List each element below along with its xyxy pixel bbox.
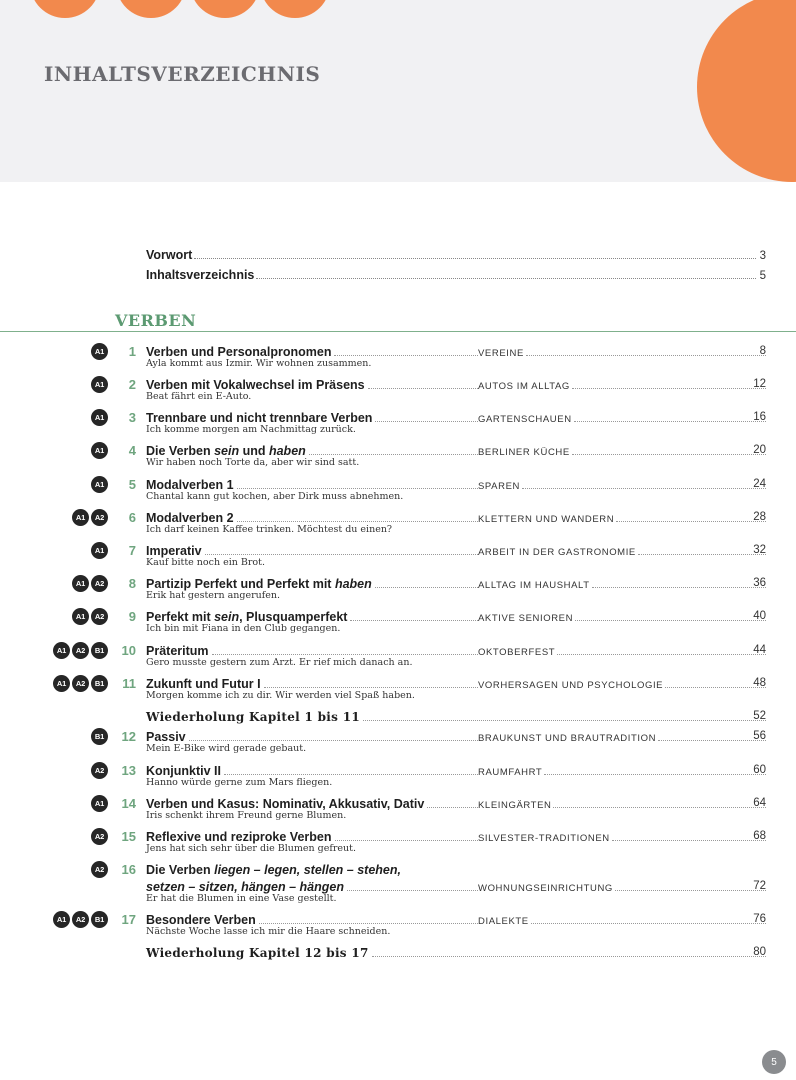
entry-topic-row (478, 575, 748, 591)
title-part: Die Verben (146, 863, 215, 877)
entry-title: Passiv (146, 730, 186, 744)
entry-topic-row (478, 762, 748, 778)
decorative-circle (697, 0, 796, 182)
level-badges (53, 675, 108, 692)
entry-page: 40 (753, 610, 766, 622)
decorative-dot (260, 0, 330, 18)
level-badge-a2: A2 (72, 675, 89, 692)
entry-title: Präteritum (146, 644, 209, 658)
entry-subtitle: Wir haben noch Torte da, aber wir sind satt. (146, 457, 360, 468)
level-badges (53, 911, 108, 928)
chapter-number: 13 (121, 763, 136, 778)
level-badges (91, 376, 108, 393)
entry-topic: OKTOBERFEST (478, 647, 556, 658)
level-badges (72, 575, 108, 592)
entry-subtitle: Erik hat gestern angerufen. (146, 590, 281, 601)
entry-subtitle: Ich bin mit Fiana in den Club gegangen. (146, 623, 341, 634)
chapter-number: 5 (128, 477, 136, 492)
entry-topic: VORHERSAGEN UND PSYCHOLOGIE (478, 680, 664, 691)
chapter-number: 7 (128, 543, 136, 558)
entry-page: 60 (753, 764, 766, 776)
entry-title-row (146, 861, 766, 877)
entry-title-row (146, 708, 766, 724)
chapter-number: 3 (128, 410, 136, 425)
section-divider (0, 331, 796, 332)
title-part: haben (334, 577, 372, 591)
entry-topic-row (478, 642, 748, 658)
chapter-number: 10 (121, 643, 136, 658)
entry-subtitle: Chantal kann gut kochen, aber Dirk muss abnehmen. (146, 491, 404, 502)
entry-topic: RAUMFAHRT (478, 767, 543, 778)
leader-dots (658, 740, 748, 741)
toc-front-title: Vorwort (146, 248, 193, 262)
leader-dots (522, 488, 748, 489)
entry-topic-row (478, 476, 748, 492)
entry-title: Imperativ (146, 544, 202, 558)
decorative-dot (116, 0, 186, 18)
entry-subtitle: Hanno würde gerne zum Mars fliegen. (146, 777, 333, 788)
level-badges (91, 476, 108, 493)
section-title: VERBEN (115, 311, 197, 330)
level-badge-a1: A1 (72, 575, 89, 592)
level-badges (91, 828, 108, 845)
entry-topic: ALLTAG IM HAUSHALT (478, 580, 590, 591)
entry-topic: DIALEKTE (478, 916, 529, 927)
title-part: Perfekt mit (146, 610, 215, 624)
entry-title: Modalverben 1 (146, 478, 234, 492)
leader-dots (531, 923, 748, 924)
entry-topic-row (478, 675, 748, 691)
entry-title: Konjunktiv II (146, 764, 221, 778)
level-badge-b1: B1 (91, 728, 108, 745)
toc-front-page: 3 (759, 250, 766, 262)
title-part: sein (214, 444, 240, 458)
entry-subtitle: Morgen komme ich zu dir. Wir werden viel Spaß haben. (146, 690, 415, 701)
decorative-dot (190, 0, 260, 18)
chapter-number: 11 (122, 676, 136, 691)
entry-topic: BRAUKUNST UND BRAUTRADITION (478, 733, 657, 744)
entry-topic: WOHNUNGSEINRICHTUNG (478, 883, 613, 894)
title-part: Partizip Perfekt und Perfekt mit (146, 577, 335, 591)
entry-topic-row (478, 608, 748, 624)
entry-subtitle: Nächste Woche lasse ich mir die Haare schneiden. (146, 926, 391, 937)
entry-title (146, 610, 347, 624)
level-badge-a2: A2 (91, 608, 108, 625)
level-badge-b1: B1 (91, 642, 108, 659)
entry-page: 80 (753, 946, 766, 958)
entry-topic: SILVESTER-TRADITIONEN (478, 833, 610, 844)
entry-page: 64 (753, 797, 766, 809)
entry-title: Zukunft und Futur I (146, 677, 261, 691)
entry-page: 52 (753, 710, 766, 722)
entry-topic: SPAREN (478, 481, 520, 492)
entry-topic-row (478, 878, 748, 894)
toc-front-inhaltsverzeichnis[interactable] (146, 264, 766, 282)
entry-topic: BERLINER KÜCHE (478, 447, 570, 458)
level-badge-a2: A2 (91, 861, 108, 878)
title-part: haben (268, 444, 306, 458)
chapter-number: 15 (121, 829, 136, 844)
entry-title: Trennbare und nicht trennbare Verben (146, 411, 373, 425)
entry-title (146, 863, 401, 877)
entry-page: 8 (759, 345, 766, 357)
level-badge-a2: A2 (91, 828, 108, 845)
entry-subtitle: Beat fährt ein E-Auto. (146, 391, 252, 402)
chapter-number: 14 (121, 796, 136, 811)
entry-title: Wiederholung Kapitel 12 bis 17 (146, 946, 369, 960)
entry-title (146, 577, 372, 591)
title-part: liegen – legen, stellen – stehen, (214, 863, 401, 877)
level-badges (91, 343, 108, 360)
entry-topic-row (478, 911, 748, 927)
toc-front-title: Inhaltsverzeichnis (146, 268, 255, 282)
chapter-number: 12 (121, 729, 136, 744)
title-part: und (239, 444, 269, 458)
level-badges (91, 795, 108, 812)
leader-dots (616, 521, 748, 522)
entry-subtitle: Ich komme morgen am Nachmittag zurück. (146, 424, 356, 435)
level-badge-a2: A2 (91, 762, 108, 779)
entry-title: Besondere Verben (146, 913, 256, 927)
level-badge-a1: A1 (53, 675, 70, 692)
level-badges (72, 608, 108, 625)
leader-dots (363, 720, 766, 721)
entry-subtitle: Ich darf keinen Kaffee trinken. Möchtest du einen? (146, 524, 393, 535)
entry-page: 16 (753, 411, 766, 423)
entry-subtitle: Mein E-Bike wird gerade gebaut. (146, 743, 307, 754)
leader-dots (557, 654, 748, 655)
entry-title-row (146, 944, 766, 960)
entry-topic: AKTIVE SENIOREN (478, 613, 574, 624)
entry-topic: AUTOS IM ALLTAG (478, 381, 570, 392)
chapter-number: 2 (128, 377, 136, 392)
entry-topic-row (478, 828, 748, 844)
page-header (0, 0, 796, 182)
entry-subtitle: Er hat die Blumen in eine Vase gestellt. (146, 893, 337, 904)
level-badge-a1: A1 (91, 409, 108, 426)
decorative-dot (30, 0, 100, 18)
page-number-badge: 5 (762, 1050, 786, 1074)
level-badges (72, 509, 108, 526)
entry-topic-row (478, 409, 748, 425)
title-part: , Plusquamperfekt (239, 610, 348, 624)
leader-dots (526, 355, 748, 356)
level-badges (91, 762, 108, 779)
chapter-number: 4 (128, 443, 136, 458)
entry-subtitle: Iris schenkt ihrem Freund gerne Blumen. (146, 810, 347, 821)
entry-page: 36 (753, 577, 766, 589)
entry-page: 20 (753, 444, 766, 456)
entry-topic-row (478, 442, 748, 458)
entry-page: 12 (753, 378, 766, 390)
level-badge-a1: A1 (91, 476, 108, 493)
entry-topic-row (478, 728, 748, 744)
chapter-number: 8 (128, 576, 136, 591)
leader-dots (194, 258, 755, 259)
leader-dots (544, 774, 748, 775)
entry-page: 24 (753, 478, 766, 490)
level-badge-a1: A1 (53, 642, 70, 659)
level-badges (91, 409, 108, 426)
leader-dots (372, 956, 766, 957)
entry-title-line-2: setzen – sitzen, hängen – hängen (146, 880, 344, 894)
entry-page: 56 (753, 730, 766, 742)
entry-page: 72 (753, 880, 766, 892)
chapter-number: 6 (128, 510, 136, 525)
leader-dots (256, 278, 755, 279)
entry-title: Modalverben 2 (146, 511, 234, 525)
entry-topic-row (478, 376, 748, 392)
leader-dots (615, 890, 748, 891)
leader-dots (575, 620, 748, 621)
level-badge-b1: B1 (91, 911, 108, 928)
entry-subtitle: Gero musste gestern zum Arzt. Er rief mich danach an. (146, 657, 413, 668)
entry-title: Reflexive und reziproke Verben (146, 830, 332, 844)
level-badge-a1: A1 (72, 509, 89, 526)
entry-title: Verben und Kasus: Nominativ, Akkusativ, Dativ (146, 797, 425, 811)
entry-topic: GARTENSCHAUEN (478, 414, 572, 425)
entry-page: 68 (753, 830, 766, 842)
entry-topic: VEREINE (478, 348, 524, 359)
entry-title: Verben und Personalpronomen (146, 345, 332, 359)
title-part: Die Verben (146, 444, 215, 458)
entry-page: 28 (753, 511, 766, 523)
chapter-number: 16 (121, 862, 136, 877)
level-badge-a2: A2 (91, 509, 108, 526)
level-badge-a1: A1 (53, 911, 70, 928)
entry-topic-row (478, 542, 748, 558)
entry-topic: KLEINGÄRTEN (478, 800, 552, 811)
level-badge-a2: A2 (72, 642, 89, 659)
entry-page: 32 (753, 544, 766, 556)
level-badge-b1: B1 (91, 675, 108, 692)
level-badge-a2: A2 (72, 911, 89, 928)
level-badge-a1: A1 (72, 608, 89, 625)
toc-front-page: 5 (759, 270, 766, 282)
level-badges (91, 442, 108, 459)
entry-topic-row (478, 509, 748, 525)
entry-page: 76 (753, 913, 766, 925)
leader-dots (574, 421, 748, 422)
page-title: INHALTSVERZEICHNIS (44, 62, 321, 86)
chapter-number: 17 (121, 912, 136, 927)
level-badge-a1: A1 (91, 343, 108, 360)
entry-subtitle: Ayla kommt aus Izmir. Wir wohnen zusammen. (146, 358, 372, 369)
toc-front-vorwort[interactable] (146, 244, 766, 262)
entry-topic: KLETTERN UND WANDERN (478, 514, 615, 525)
title-part: sein (214, 610, 240, 624)
level-badges (53, 642, 108, 659)
entry-title (146, 444, 306, 458)
chapter-number: 1 (128, 344, 136, 359)
entry-topic: ARBEIT IN DER GASTRONOMIE (478, 547, 636, 558)
leader-dots (572, 388, 748, 389)
level-badge-a2: A2 (91, 575, 108, 592)
level-badge-a1: A1 (91, 442, 108, 459)
entry-page: 44 (753, 644, 766, 656)
chapter-number: 9 (128, 609, 136, 624)
level-badge-a1: A1 (91, 795, 108, 812)
level-badge-a1: A1 (91, 376, 108, 393)
leader-dots (553, 807, 748, 808)
level-badges (91, 542, 108, 559)
entry-subtitle: Jens hat sich sehr über die Blumen gefreut. (146, 843, 357, 854)
entry-title: Verben mit Vokalwechsel im Präsens (146, 378, 365, 392)
entry-topic-row (478, 795, 748, 811)
entry-subtitle: Kauf bitte noch ein Brot. (146, 557, 265, 568)
leader-dots (612, 840, 748, 841)
level-badge-a1: A1 (91, 542, 108, 559)
level-badges (91, 728, 108, 745)
level-badges (91, 861, 108, 878)
leader-dots (638, 554, 748, 555)
entry-topic-row (478, 343, 748, 359)
leader-dots (592, 587, 748, 588)
leader-dots (572, 454, 748, 455)
entry-page: 48 (753, 677, 766, 689)
entry-title: Wiederholung Kapitel 1 bis 11 (146, 710, 360, 724)
